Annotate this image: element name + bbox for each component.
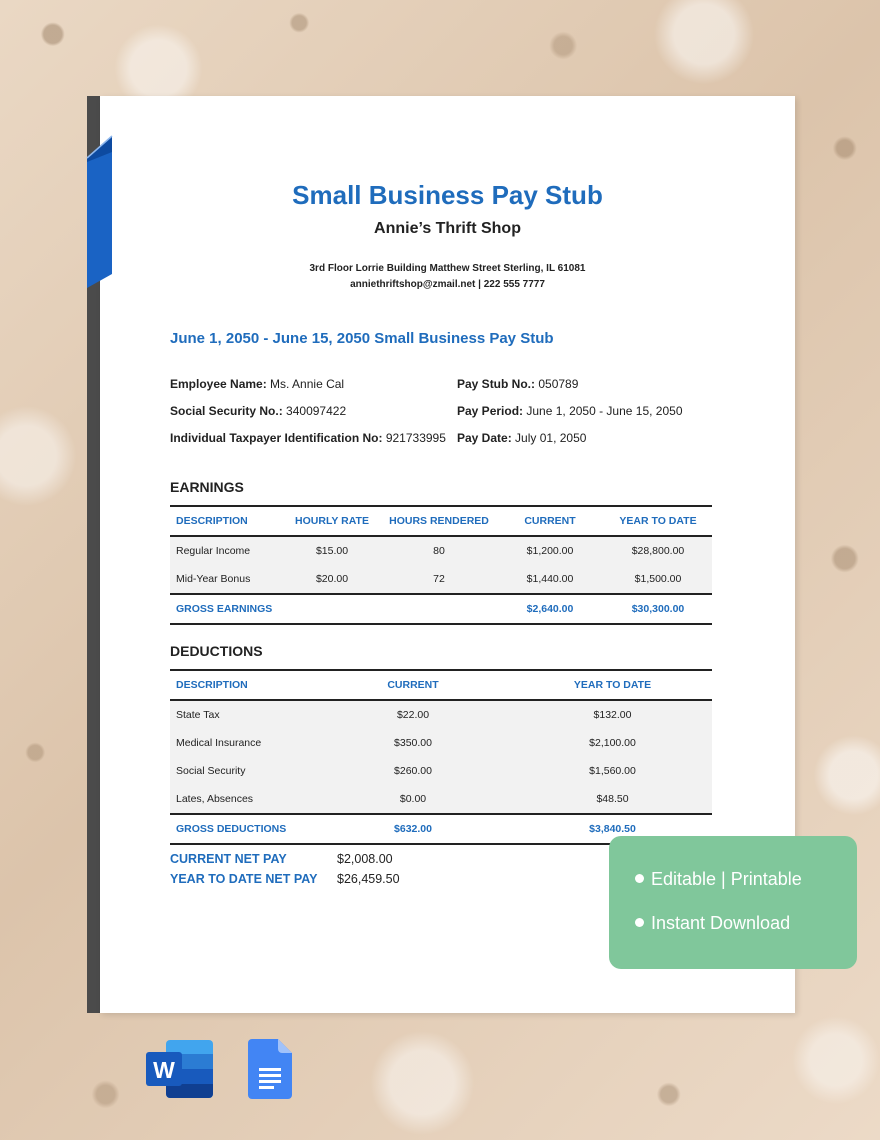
employee-name-row [170,377,344,391]
deductions-col-description: DESCRIPTION [170,670,313,700]
earnings-cell: $1,440.00 [496,565,604,594]
deductions-cell: $260.00 [313,757,513,785]
google-docs-icon[interactable] [248,1039,292,1099]
ssn-row [170,404,346,418]
gross-deductions-ytd: $3,840.50 [513,814,712,844]
earnings-header-row [170,506,712,536]
earnings-cell: $15.00 [282,536,382,565]
ytd-net-pay-value: $26,459.50 [337,872,400,886]
earnings-table [170,505,712,625]
table-row [170,536,712,565]
microsoft-word-icon[interactable] [146,1040,214,1098]
gross-deductions-current: $632.00 [313,814,513,844]
itin-value: 921733995 [385,431,446,445]
itin-row [170,431,446,445]
badge-line-editable [635,869,802,890]
earnings-cell: $28,800.00 [604,536,712,565]
feature-badge [609,836,857,969]
deductions-cell: $0.00 [313,785,513,814]
pay-period-value: June 1, 2050 - June 15, 2050 [526,404,683,418]
deductions-cell: Medical Insurance [170,729,313,757]
earnings-col-description: DESCRIPTION [170,506,282,536]
earnings-cell: Regular Income [170,536,282,565]
deductions-table [170,669,712,845]
stub-no-label: Pay Stub No.: [457,377,536,391]
ssn-value: 340097422 [286,404,347,418]
earnings-col-ytd: YEAR TO DATE [604,506,712,536]
blue-ribbon-bookmark [86,128,116,290]
pay-date-value: July 01, 2050 [515,431,587,445]
company-address: 3rd Floor Lorrie Building Matthew Street Sterling, IL 61081 [309,263,586,274]
table-row [170,729,712,757]
deductions-cell: Social Security [170,757,313,785]
earnings-col-current: CURRENT [496,506,604,536]
stub-no-value: 050789 [538,377,579,391]
company-name: Annie’s Thrift Shop [374,220,521,237]
pay-date-row [457,431,586,445]
deductions-cell: State Tax [170,700,313,729]
deductions-cell: Lates, Absences [170,785,313,814]
earnings-cell: $1,200.00 [496,536,604,565]
gross-earnings-row [170,594,712,624]
earnings-cell: $1,500.00 [604,565,712,594]
pay-period-label: Pay Period: [457,404,524,418]
badge-download-text: Instant Download [651,913,791,933]
table-row [170,757,712,785]
deductions-cell: $132.00 [513,700,712,729]
ytd-net-pay-label: YEAR TO DATE NET PAY [170,872,318,886]
gross-deductions-label: GROSS DEDUCTIONS [170,814,313,844]
earnings-cell: 72 [382,565,496,594]
gross-earnings-current: $2,640.00 [496,594,604,624]
gross-earnings-label: GROSS EARNINGS [170,594,282,624]
deductions-cell: $22.00 [313,700,513,729]
deductions-cell: $350.00 [313,729,513,757]
ssn-label: Social Security No.: [170,404,283,418]
itin-label: Individual Taxpayer Identification No: [170,431,383,445]
earnings-col-hourly-rate: HOURLY RATE [282,506,382,536]
earnings-cell: 80 [382,536,496,565]
table-row [170,785,712,814]
employee-name-label: Employee Name: [170,377,267,391]
pay-date-label: Pay Date: [457,431,512,445]
earnings-cell: $20.00 [282,565,382,594]
bullet-icon [635,874,644,883]
deductions-title: DEDUCTIONS [170,643,263,659]
pay-period-row [457,404,683,418]
stub-no-row [457,377,578,391]
earnings-col-hours-rendered: HOURS RENDERED [382,506,496,536]
bullet-icon [635,918,644,927]
current-net-pay-label: CURRENT NET PAY [170,852,287,866]
deductions-cell: $1,560.00 [513,757,712,785]
company-contact: anniethriftshop@zmail.net | 222 555 7777 [350,279,545,290]
document-title: Small Business Pay Stub [292,180,603,210]
earnings-title: EARNINGS [170,479,244,495]
pay-stub-subtitle: June 1, 2050 - June 15, 2050 Small Business Pay Stub [170,330,554,347]
deductions-col-current: CURRENT [313,670,513,700]
badge-editable-text: Editable | Printable [651,869,802,889]
deductions-cell: $48.50 [513,785,712,814]
gross-earnings-ytd: $30,300.00 [604,594,712,624]
word-icon-letter: W [153,1057,175,1083]
table-row [170,700,712,729]
employee-name-value: Ms. Annie Cal [270,377,345,391]
earnings-cell: Mid-Year Bonus [170,565,282,594]
table-row [170,565,712,594]
deductions-col-ytd: YEAR TO DATE [513,670,712,700]
badge-line-download [635,913,790,934]
deductions-cell: $2,100.00 [513,729,712,757]
deductions-header-row [170,670,712,700]
current-net-pay-value: $2,008.00 [337,852,393,866]
